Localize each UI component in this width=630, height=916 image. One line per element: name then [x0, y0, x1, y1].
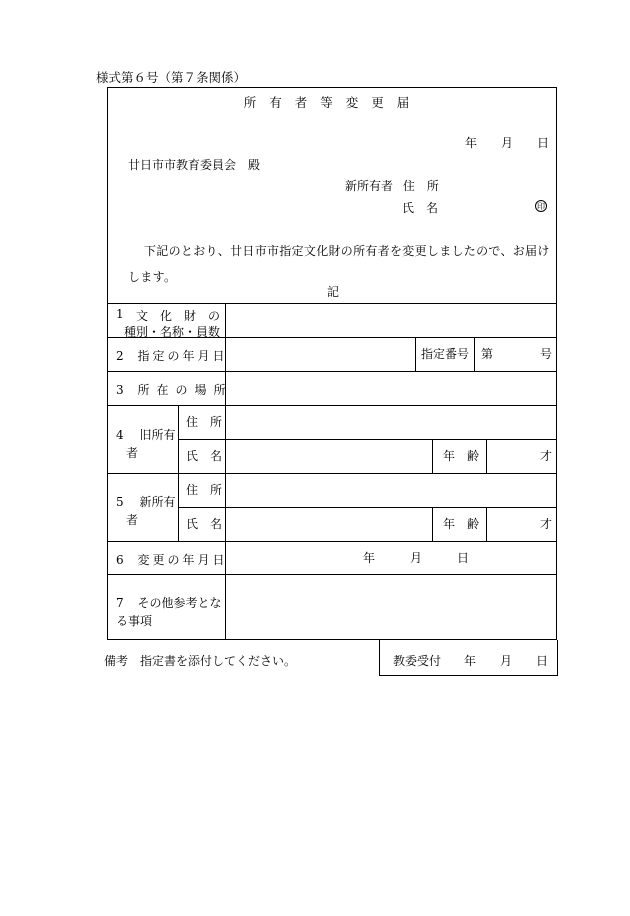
new-owner-label: 新所有者 — [345, 179, 394, 193]
row4-label-line1: 旧所有 — [139, 428, 176, 442]
body-text: 下記のとおり、廿日市市指定文化財の所有者を変更しましたので、お届けします。 — [128, 244, 550, 284]
ki-heading: 記 — [326, 285, 339, 299]
row1-label-line1: 文 化 財 の — [136, 309, 221, 323]
row2-number: 2 — [116, 349, 124, 363]
row7-label-line2: る事項 — [116, 614, 153, 628]
owner-subcolumn-rule — [178, 405, 179, 541]
form-number: 様式第６号（第７条関係） — [96, 70, 247, 85]
designation-rule — [415, 337, 416, 371]
designation-number-label: 指定番号 — [421, 347, 470, 361]
form-frame — [107, 87, 557, 640]
new-owner-name-field[interactable] — [226, 508, 432, 541]
receipt-year: 年 — [464, 654, 477, 668]
designation-date-field[interactable] — [226, 338, 415, 371]
row4-name-label: 氏 名 — [186, 449, 223, 463]
row7-number: 7 — [116, 596, 124, 610]
other-remarks-field[interactable] — [226, 575, 556, 639]
age-rule — [432, 507, 433, 541]
receipt-label: 教委受付 — [393, 654, 442, 668]
receipt-day: 日 — [536, 654, 549, 668]
row6-year: 年 — [363, 551, 376, 565]
name-label: 氏 名 — [402, 201, 439, 215]
row4-label-line2: 者 — [126, 446, 139, 460]
row1-label — [116, 307, 220, 340]
receipt-month: 月 — [500, 654, 513, 668]
former-owner-address-field[interactable] — [226, 406, 556, 439]
addressee: 廿日市市教育委員会 殿 — [128, 158, 261, 172]
row4-number: 4 — [116, 428, 124, 442]
row6-month: 月 — [410, 551, 423, 565]
address-label: 住 所 — [402, 179, 439, 193]
cultural-property-field[interactable] — [226, 304, 556, 337]
row6-day: 日 — [457, 551, 470, 565]
row5-age-unit: 才 — [540, 517, 553, 531]
row7-label — [116, 594, 221, 629]
row2-label-text: 指定の年月日 — [137, 349, 228, 363]
row1-number: 1 — [116, 307, 124, 321]
age-rule — [486, 507, 487, 541]
row3-number: 3 — [116, 383, 124, 397]
date-day-label: 日 — [537, 136, 550, 150]
receipt-box — [379, 640, 558, 676]
age-rule — [432, 439, 433, 473]
designation-rule — [474, 337, 475, 371]
go-label: 号 — [540, 347, 553, 361]
row5-label-line1: 新所有 — [139, 495, 176, 509]
footer-remarks: 備考 指定書を添付してください。 — [104, 654, 297, 668]
dai-label: 第 — [481, 347, 494, 361]
age-rule — [486, 439, 487, 473]
row5-address-label: 住 所 — [186, 483, 223, 497]
new-owner-address-field[interactable] — [226, 474, 556, 507]
row4-age-label: 年 齢 — [443, 449, 480, 463]
former-owner-name-field[interactable] — [226, 440, 432, 473]
row5-age-label: 年 齢 — [443, 517, 480, 531]
row5-label-line2: 者 — [126, 513, 139, 527]
row6-label-text: 変更の年月日 — [137, 553, 228, 567]
row3-label-text: 所在の場所 — [137, 383, 233, 397]
row-divider — [108, 541, 556, 542]
date-year-label: 年 — [465, 136, 478, 150]
row6-number: 6 — [116, 553, 124, 567]
row5-number: 5 — [116, 495, 124, 509]
row5-label — [116, 493, 175, 528]
form-title: 所有者等変更届 — [243, 95, 423, 110]
row2-label — [116, 347, 227, 364]
new-owner-address-line — [345, 179, 439, 193]
row5-name-label: 氏 名 — [186, 517, 223, 531]
row1-label-line2: 種別・名称・員数 — [124, 325, 221, 339]
new-owner-name-line — [402, 201, 438, 215]
row4-label — [116, 426, 175, 461]
row7-label-line1: その他参考とな — [137, 596, 222, 610]
seal-mark: 印 — [537, 202, 545, 211]
date-month-label: 月 — [501, 136, 514, 150]
row4-age-unit: 才 — [540, 449, 553, 463]
location-field[interactable] — [226, 372, 556, 405]
row3-label — [116, 381, 232, 398]
row4-address-label: 住 所 — [186, 415, 223, 429]
row6-label — [116, 551, 227, 568]
